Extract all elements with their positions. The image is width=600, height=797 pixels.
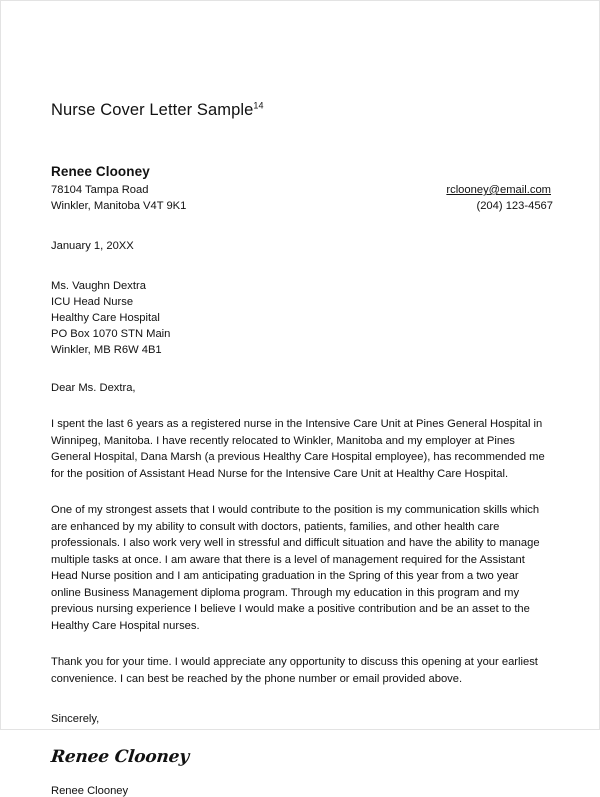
sender-phone: (204) 123-4567	[476, 200, 553, 212]
recipient-organization: Healthy Care Hospital	[51, 312, 160, 324]
sender-address-line1: 78104 Tampa Road	[51, 184, 149, 196]
letter-date: January 1, 20XX	[51, 240, 134, 252]
sender-email-link[interactable]: rclooney@email.com	[446, 184, 551, 196]
signature-typed-name: Renee Clooney	[51, 785, 129, 797]
recipient-name: Ms. Vaughn Dextra	[51, 280, 146, 292]
sender-contact-block	[444, 182, 553, 214]
recipient-address-line2: Winkler, MB R6W 4B1	[51, 344, 162, 356]
letter-paragraph-1: I spent the last 6 years as a registered nurse in the Intensive Care Unit at Pines General Hospital in Winnipeg, Manitoba. I have recently relocated to Winkler, Manitoba and my employer at Pines General Hospital, Dana Marsh (a previous Healthy Care Hospital employee), has recommended me for the position of Assistant Head Nurse for the Intensive Care Unit at Healthy Care Hospital.	[51, 418, 545, 480]
sender-address-line2: Winkler, Manitoba V4T 9K1	[51, 200, 187, 212]
page-title-superscript: 14	[253, 100, 264, 111]
letter-content	[51, 101, 563, 797]
page-title-text: Nurse Cover Letter Sample	[51, 101, 254, 119]
letter-closing: Sincerely,	[51, 713, 100, 725]
sender-name: Renee Clooney	[51, 164, 150, 179]
letter-paragraph-3: Thank you for your time. I would appreciate any opportunity to discuss this opening at your earliest convenience. I can best be reached by the phone number or email provided above.	[51, 656, 538, 685]
letter-paragraph-2: One of my strongest assets that I would contribute to the position is my communication skills which are enhanced by my ability to consult with doctors, patients, families, and other health care professionals. I also work very well in stressful and difficult situation and have the ability to manage multiple tasks at once. I am aware that there is a level of management required for the Assistant Head Nurse position and I am anticipating graduation in the Spring of this year from a two year online Business Management diploma program. Through my education in this program and my previous nursing experience I believe I would make a positive contribution and be an asset to the Healthy Care Hospital nurses.	[51, 504, 540, 632]
recipient-address-line1: PO Box 1070 STN Main	[51, 328, 171, 340]
signature-image: Renee Clooney	[49, 747, 191, 767]
letter-salutation: Dear Ms. Dextra,	[51, 382, 136, 394]
sender-header	[51, 164, 563, 214]
recipient-title: ICU Head Nurse	[51, 296, 134, 308]
page-title	[51, 101, 563, 120]
recipient-address-block	[51, 278, 563, 358]
